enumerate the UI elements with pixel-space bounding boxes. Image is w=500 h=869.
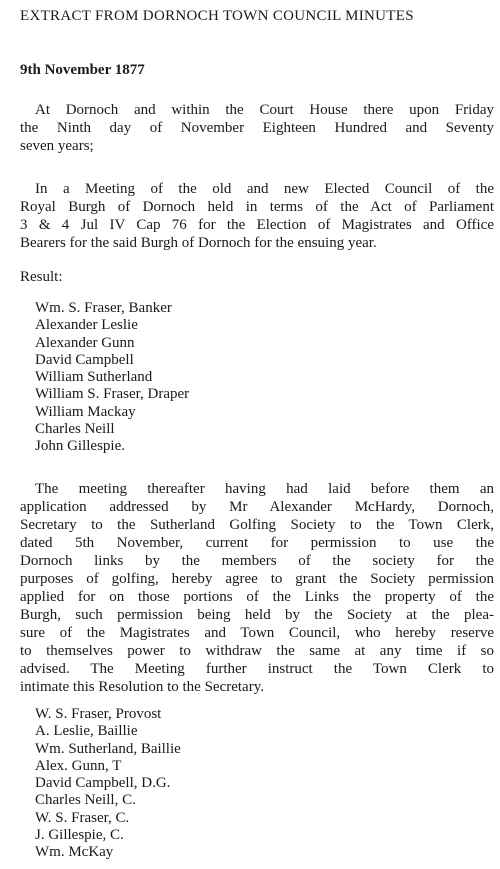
paragraph-line: application addressed by Mr Alexander McHardy, Dornoch, (20, 499, 494, 515)
list-item: William Sutherland (35, 369, 153, 386)
meeting-date: 9th November 1877 (20, 62, 145, 78)
list-item: David Campbell, D.G. (35, 775, 171, 792)
paragraph-line: applied for on those portions of the Links the property of the (20, 589, 494, 605)
paragraph-line: to themselves power to withdraw the same at any time if so (20, 643, 494, 659)
paragraph-line: sure of the Magistrates and Town Council, who hereby reserve (20, 625, 494, 641)
list-item: William Mackay (35, 403, 136, 420)
paragraph-line: 3 & 4 Jul IV Cap 76 for the Election of Magistrates and Office (20, 217, 494, 233)
list-item: Alexander Gunn (35, 334, 135, 351)
paragraph-line: The meeting thereafter having had laid before them an (35, 481, 494, 497)
list-item: Charles Neill, C. (35, 792, 136, 809)
paragraph-line: Dornoch links by the members of the society for the (20, 553, 494, 569)
paragraph-line: Burgh, such permission being held by the Society at the plea- (20, 607, 494, 623)
document-title: EXTRACT FROM DORNOCH TOWN COUNCIL MINUTES (20, 8, 414, 24)
paragraph-golfing-permission (20, 480, 494, 696)
list-item: John Gillespie. (35, 438, 125, 455)
paragraph-line: seven years; (20, 138, 94, 154)
list-item: J. Gillespie, C. (35, 827, 124, 844)
paragraph-line: In a Meeting of the old and new Elected Council of the (35, 181, 494, 197)
paragraph-meeting (20, 180, 494, 252)
paragraph-line: intimate this Resolution to the Secretary. (20, 679, 264, 695)
list-item: David Campbell (35, 351, 134, 368)
paragraph-location (20, 101, 494, 155)
paragraph-line: dated 5th November, current for permission to use the (20, 535, 494, 551)
paragraph-line: the Ninth day of November Eighteen Hundred and Seventy (20, 120, 494, 136)
list-item: William S. Fraser, Draper (35, 386, 190, 403)
paragraph-line: advised. The Meeting further instruct the Town Clerk to (20, 661, 494, 677)
paragraph-line: Bearers for the said Burgh of Dornoch for the ensuing year. (20, 235, 377, 251)
list-item: W. S. Fraser, Provost (35, 706, 162, 722)
list-item: Charles Neill (35, 421, 115, 438)
result-label: Result: (20, 269, 63, 285)
signatories-list (35, 706, 181, 862)
list-item: W. S. Fraser, C. (35, 809, 130, 826)
list-item: Alex. Gunn, T (35, 757, 122, 774)
paragraph-line: Secretary to the Sutherland Golfing Society to the Town Clerk, (20, 517, 494, 533)
elected-list (35, 300, 189, 456)
list-item: Wm. McKay (35, 844, 114, 861)
list-item: Wm. Sutherland, Baillie (35, 740, 181, 757)
list-item: Wm. S. Fraser, Banker (35, 300, 172, 316)
list-item: A. Leslie, Baillie (35, 723, 138, 740)
list-item: Alexander Leslie (35, 317, 138, 334)
paragraph-line: purposes of golfing, hereby agree to grant the Society permission (20, 571, 494, 587)
paragraph-line: Royal Burgh of Dornoch held in terms of the Act of Parliament (20, 199, 494, 215)
paragraph-line: At Dornoch and within the Court House there upon Friday (35, 102, 494, 118)
